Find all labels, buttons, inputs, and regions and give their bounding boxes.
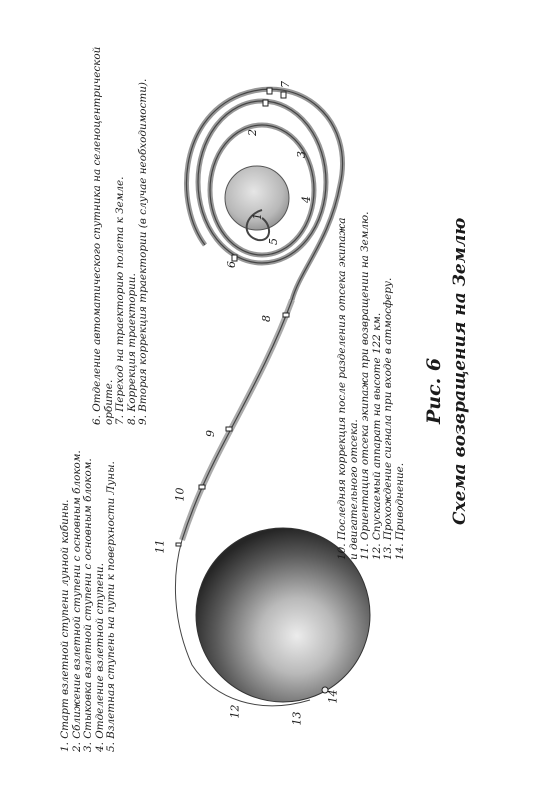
figure-number: Рис. 6 — [423, 357, 445, 424]
legend-item-2: 2. Сближение взлетной ступени с основным блоком. — [70, 450, 83, 752]
marker-7: 7 — [279, 81, 292, 88]
marker-12: 12 — [228, 704, 242, 719]
marker-1: 1 — [251, 213, 264, 220]
marker-11: 11 — [153, 539, 167, 554]
marker-6: 6 — [225, 261, 238, 268]
legend-item-3: 3. Стыковка взлетной ступени с основным блоком. — [82, 458, 95, 752]
marker-5: 5 — [267, 238, 280, 245]
marker-10: 10 — [173, 487, 187, 502]
legend-item-12: 12. Спускаемый аппарат на высоте 122 км. — [370, 312, 383, 560]
legend-group-b — [92, 47, 150, 425]
legend-group-a — [60, 450, 118, 752]
marker-3: 3 — [295, 151, 308, 158]
legend-group-c — [337, 212, 407, 560]
legend-item-6: 6. Отделение автоматического спутника на селеноцентрической — [91, 46, 103, 425]
legend-item-14: 14. Приводнение. — [393, 462, 406, 560]
marker-13: 13 — [290, 711, 304, 726]
legend-item-5: 5. Взлетная ступень на пути к поверхности Луны. — [105, 461, 118, 752]
moon-globe — [225, 166, 289, 230]
legend-item-8: 8. Коррекция траектории. — [125, 273, 138, 425]
legend-item-4: 4. Отделение взлетной ступени. — [93, 563, 106, 752]
legend-item-7: 7. Переход на траекторию полета к Земле. — [114, 176, 127, 425]
legend-item-1: 1. Старт взлетной ступени лунной кабины. — [59, 499, 71, 752]
marker-14: 14 — [326, 689, 340, 704]
marker-8: 8 — [260, 315, 273, 322]
marker-9: 9 — [204, 430, 217, 437]
legend-item-10-cont: и двигательного отсека. — [347, 419, 360, 560]
figure-caption: Схема возвращения на Землю — [450, 217, 470, 525]
legend-item-10: 10. Последняя коррекция после разделения отсека экипажа — [336, 217, 348, 560]
legend-item-9: 9. Вторая коррекция траектории (в случае необходимости). — [137, 78, 150, 425]
legend-item-13: 13. Прохождение сигнала при входе в атмосферу. — [382, 277, 395, 560]
legend-item-11: 11. Ориентация отсека экипажа при возвращении на Землю. — [359, 211, 372, 560]
marker-2: 2 — [246, 129, 259, 136]
marker-4: 4 — [300, 196, 313, 203]
legend-item-6-cont: орбите. — [102, 379, 115, 425]
